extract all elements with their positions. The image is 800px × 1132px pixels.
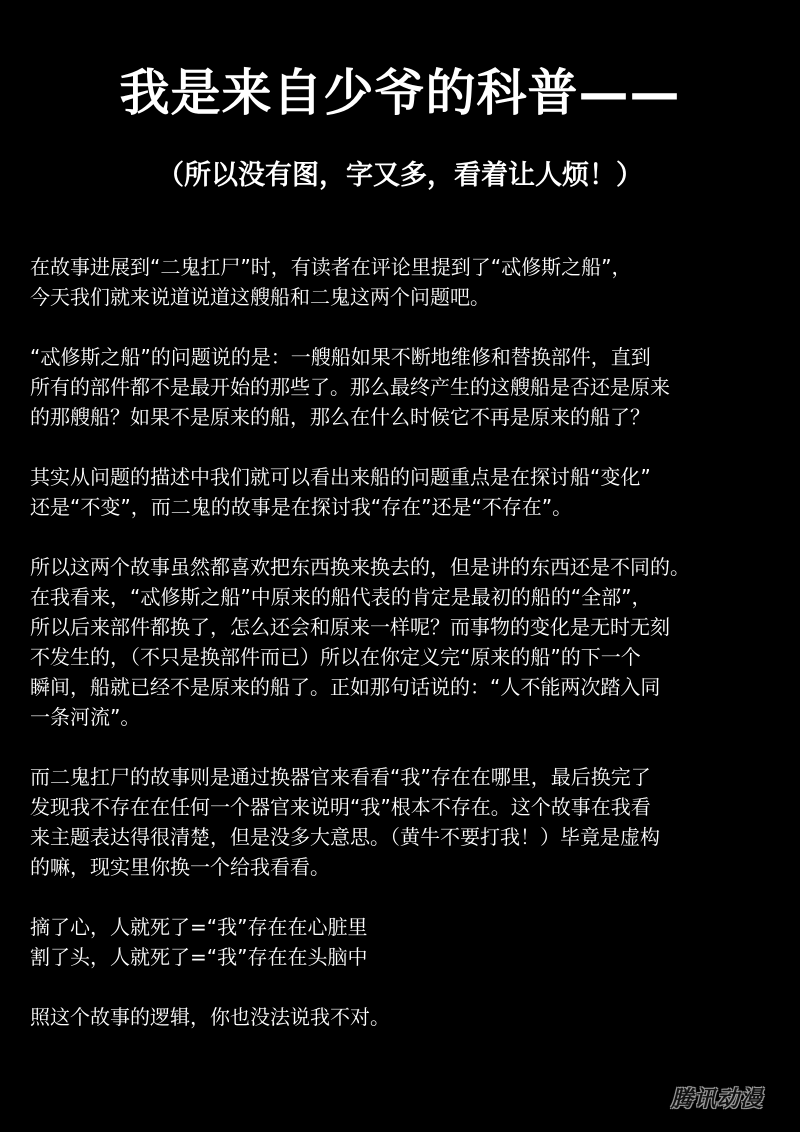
paragraph-1 bbox=[30, 252, 775, 312]
text-line: 的那艘船？如果不是原来的船，那么在什么时候它不再是原来的船了？ bbox=[30, 405, 650, 429]
paragraph-6 bbox=[30, 912, 775, 972]
text-line: “忒修斯之船”的问题说的是：一艘船如果不断地维修和替换部件，直到 bbox=[30, 345, 651, 369]
text-line: 所以这两个故事虽然都喜欢把东西换来换去的，但是讲的东西还是不同的。 bbox=[30, 555, 690, 579]
paragraph-3 bbox=[30, 462, 775, 522]
text-line: 摘了心，人就死了=“我”存在在心脏里 bbox=[30, 915, 368, 939]
text-line: 发现我不存在在任何一个器官来说明“我”根本不存在。这个故事在我看 bbox=[30, 795, 651, 819]
watermark-logo bbox=[654, 1080, 780, 1114]
page-subtitle: （所以没有图，字又多，看着让人烦！） bbox=[157, 160, 643, 191]
paragraph-4 bbox=[30, 552, 775, 732]
text-line: 的嘛，现实里你换一个给我看看。 bbox=[30, 855, 330, 879]
article-body bbox=[30, 252, 775, 1062]
text-line: 割了头，人就死了=“我”存在在头脑中 bbox=[30, 945, 368, 969]
text-line: 一条河流”。 bbox=[30, 705, 141, 729]
paragraph-5 bbox=[30, 762, 775, 882]
paragraph-2 bbox=[30, 342, 775, 432]
watermark-text: 腾讯动漫 bbox=[670, 1086, 763, 1112]
text-line: 来主题表达得很清楚，但是没多大意思。（黄牛不要打我！）毕竟是虚构 bbox=[30, 825, 660, 849]
text-line: 在我看来，“忒修斯之船”中原来的船代表的肯定是最初的船的“全部”， bbox=[30, 585, 652, 609]
paragraph-7 bbox=[30, 1002, 775, 1032]
text-line: 所有的部件都不是最开始的那些了。那么最终产生的这艘船是否还是原来 bbox=[30, 375, 670, 399]
text-line: 不发生的，（不只是换部件而已）所以在你定义完“原来的船”的下一个 bbox=[30, 645, 641, 669]
text-line: 所以后来部件都换了，怎么还会和原来一样呢？而事物的变化是无时无刻 bbox=[30, 615, 670, 639]
text-line: 而二鬼扛尸的故事则是通过换器官来看看“我”存在在哪里，最后换完了 bbox=[30, 765, 651, 789]
text-line: 还是“不变”，而二鬼的故事是在探讨我“存在”还是“不存在”。 bbox=[30, 495, 573, 519]
text-line: 瞬间，船就已经不是原来的船了。正如那句话说的：“人不能两次踏入同 bbox=[30, 675, 661, 699]
text-line: 今天我们就来说道说道这艘船和二鬼这两个问题吧。 bbox=[30, 285, 490, 309]
text-line: 其实从问题的描述中我们就可以看出来船的问题重点是在探讨船“变化” bbox=[30, 465, 651, 489]
page-title: 我是来自少爷的科普—— bbox=[119, 64, 681, 122]
text-line: 照这个故事的逻辑，你也没法说我不对。 bbox=[30, 1005, 390, 1029]
text-line: 在故事进展到“二鬼扛尸”时，有读者在评论里提到了“忒修斯之船”， bbox=[30, 255, 632, 279]
